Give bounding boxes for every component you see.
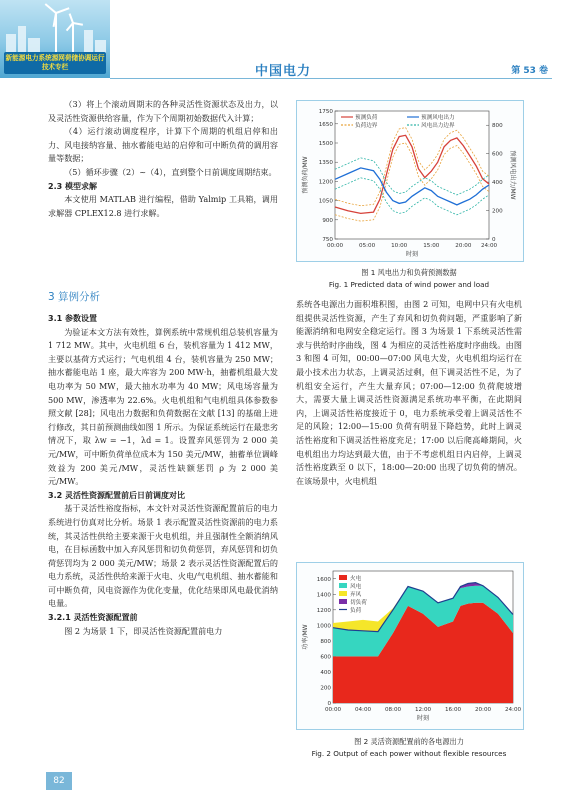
- paragraph: 基于灵活性裕度指标，本文针对灵活性资源配置前后的电力系统进行仿真对比分析。场景 1 表示配置灵活性资源前的电力系统，其灵活性供给主要来源于火电机组，并且强制性全额消纳风电，在目标函数中加入弃风惩罚和切负荷惩罚，弃风惩罚和切负荷惩罚均为 2 000 美元/MW；场景 2 表示灵活性资源配置后的电力系统，灵活性供给来源于火电、火电/气电机组、抽水蓄能和可中断负荷，风电资源作为优化变量，优化结果即风电最优消纳电量。: [48, 503, 278, 609]
- legend-swatch: [339, 583, 347, 588]
- legend-label: 预测风电出力: [421, 115, 455, 121]
- legend-swatch: [339, 599, 347, 604]
- figure-1-caption-cn: 图 1 风电出力和负荷预测数据: [361, 268, 457, 277]
- section-heading: 3.2.1 灵活性资源配置前: [48, 613, 138, 623]
- x-tick-label: 04:00: [354, 707, 372, 713]
- legend-label: 切负荷: [350, 600, 367, 606]
- section-title: 3 算例分析: [48, 291, 101, 303]
- paragraph: （4）运行滚动调度程序，计算下个周期的机组启停和出力、风电接纳容量、抽水蓄能电站的启停和可中断负荷的调用容量等数据；: [48, 126, 278, 164]
- volume-label: 第 53 卷: [511, 66, 548, 76]
- figure-2-caption-cn: 图 2 灵活资源配置前的各电源出力: [354, 737, 464, 746]
- legend-label: 风电: [350, 584, 362, 590]
- figure-1: [296, 100, 524, 262]
- figure-2: [296, 562, 524, 730]
- y2-tick-label: 200: [492, 208, 503, 215]
- x-tick-label: 20:00: [474, 707, 492, 713]
- y-tick-label: 1200: [316, 607, 331, 614]
- plot-area: [335, 111, 489, 239]
- paragraph: （3）将上个滚动周期末的各种灵活性资源状态及出力，以及灵活性资源供给容量，作为下个周期初始数据代入计算；: [48, 99, 278, 123]
- y-tick-label: 1600: [316, 576, 331, 583]
- legend-label: 风电出力边界: [421, 123, 455, 129]
- turbine-blade: [69, 13, 74, 23]
- y-tick-label: 800: [320, 638, 331, 645]
- left-column-top: [48, 98, 278, 220]
- x-axis-label: 时刻: [405, 251, 419, 258]
- turbine-blade: [45, 3, 57, 14]
- x-tick-label: 05:00: [359, 243, 376, 249]
- right-column-text: [296, 298, 522, 488]
- x-tick-label: 20:00: [455, 243, 472, 249]
- y-tick-label: 1200: [318, 179, 333, 186]
- legend-swatch: [339, 575, 347, 580]
- banner-tag: 新能源电力系统源网荷储协调运行技术专栏: [4, 52, 106, 74]
- wind-turbine-icon: [72, 22, 74, 56]
- x-axis-label: 时刻: [416, 715, 430, 722]
- y-tick-label: 1350: [318, 160, 333, 167]
- page-number: 82: [46, 772, 72, 790]
- turbine-blade: [56, 7, 70, 14]
- y-tick-label: 900: [322, 217, 333, 224]
- paragraph: 系统各电源出力面积堆积图，由图 2 可知，电网中只有火电机组提供灵活性资源，产生了弃风和切负荷问题，严重影响了新能源消纳和电网安全稳定运行。图 3 为场景 1 下系统灵活性需求与供给时序曲线，图 4 为相应的灵活性裕度时序曲线。由图 3 和图 4 可知，00:00—07:00 风电大发，火电机组均运行在最小技术出力状态，上调灵活过剩，但下调灵活性不足，为了机组安全运行，产生大量弃风；07:00—12:00 负荷爬坡增大，需要大量上调灵活性资源满足系统功率平衡，在此期间内，上调灵活性裕度接近于 0，电力系统承受着上调灵活性不足的风险；12:00—15:00 负荷有明显下降趋势，此时上调灵活性裕度和下调灵活性裕度充足；17:00 以后爬高峰期间，火电机组出力均达到最大值，由于不考虑机组日内启停，上调灵活性裕度跌至 0 以下，18:00—20:00 出现了切负荷的情况。在该场景中，火电机组: [296, 299, 522, 486]
- x-tick-label: 24:00: [480, 243, 498, 249]
- section-heading: 3.2 灵活性资源配置前后日前调度对比: [48, 490, 185, 500]
- legend-label: 弃风: [350, 592, 362, 598]
- x-tick-label: 10:00: [391, 243, 408, 249]
- paragraph: 本文使用 MATLAB 进行编程，借助 Yalmip 工具箱，调用求解器 CPLEX12.8 进行求解。: [48, 194, 278, 218]
- x-tick-label: 00:00: [324, 707, 342, 713]
- x-tick-label: 16:00: [444, 707, 462, 713]
- header-rule: [110, 62, 552, 79]
- column-banner: [0, 0, 110, 78]
- turbine-blade: [73, 22, 83, 26]
- y-tick-label: 400: [320, 669, 331, 676]
- paragraph: （5）循环步骤（2）~（4），直到整个日前调度周期结束。: [64, 166, 277, 177]
- legend-swatch: [339, 591, 347, 596]
- y-tick-label: 1750: [318, 109, 333, 115]
- y2-tick-label: 600: [492, 151, 503, 158]
- wind-load-forecast-chart: [297, 101, 523, 261]
- legend-label: 负荷: [350, 608, 362, 614]
- x-tick-label: 24:00: [504, 707, 522, 713]
- y-tick-label: 200: [320, 685, 331, 692]
- y2-tick-label: 800: [492, 123, 503, 130]
- y-axis-label: 功率/MW: [302, 624, 309, 650]
- paragraph: 为验证本文方法有效性，算例系统中常规机组总装机容量为 1 712 MW。其中，火电机组 6 台，装机容量为 1 412 MW，主要以基荷方式运行；气电机组 4 台，装机容量为 250 MW；抽水蓄能电站 1 座，最大库容为 200 MW·h，抽蓄机组最大发电功率为 50 MW，最大抽水功率为 40 MW；风电场容量为 500 MW，渗透率为 22.6%。火电机组和气电机组具体参数参照文献 [28]；风电出力数据和负荷数据在文献 [13] 的基础上进行修改，其日前预测曲线如图 1 所示。为保证系统运行在最悲劣情况下，取 λw = −1，λd = 1。设置弃风惩罚为 2 000 美元/MW，可中断负荷单位成本为 150 美元/MW，抽蓄单位调峰效益为 200 美元/MW，灵活性缺额惩罚 ρ 为 2 000 美元/MW。: [48, 326, 278, 487]
- figure-2-caption-en: Fig. 2 Output of each power without flexible resources: [311, 749, 507, 758]
- left-column-bottom: [48, 312, 278, 638]
- legend-label: 火电: [350, 576, 362, 582]
- section-heading: 3.1 参数设置: [48, 314, 97, 323]
- y-tick-label: 1050: [318, 198, 333, 205]
- x-tick-label: 12:00: [414, 707, 432, 713]
- x-tick-label: 08:00: [384, 707, 402, 713]
- y-tick-label: 1650: [318, 121, 333, 128]
- y-tick-label: 1000: [316, 623, 331, 630]
- power-output-area-chart: [297, 563, 523, 729]
- y-axis-label: 预测负荷/MW: [302, 156, 309, 194]
- y-tick-label: 1400: [316, 592, 331, 599]
- y-tick-label: 1500: [318, 141, 333, 147]
- y-tick-label: 750: [322, 237, 333, 243]
- y2-tick-label: 400: [492, 180, 503, 187]
- y2-tick-label: 0: [492, 237, 496, 243]
- legend-label: 负荷边界: [355, 123, 378, 129]
- y-tick-label: 600: [320, 654, 331, 661]
- x-tick-label: 00:00: [326, 243, 344, 249]
- x-tick-label: 15:00: [423, 243, 440, 249]
- journal-title: 中国电力: [255, 64, 312, 79]
- paragraph: 图 2 为场景 1 下，即灵活性资源配置前电力: [64, 625, 223, 636]
- y-tick-label: 0: [327, 701, 331, 707]
- y2-axis-label: 预测风电出力/MW: [509, 150, 516, 200]
- section-heading: 2.3 模型求解: [48, 181, 97, 191]
- figure-1-caption-en: Fig. 1 Predicted data of wind power and load: [328, 280, 490, 289]
- legend-label: 预测负荷: [355, 115, 378, 121]
